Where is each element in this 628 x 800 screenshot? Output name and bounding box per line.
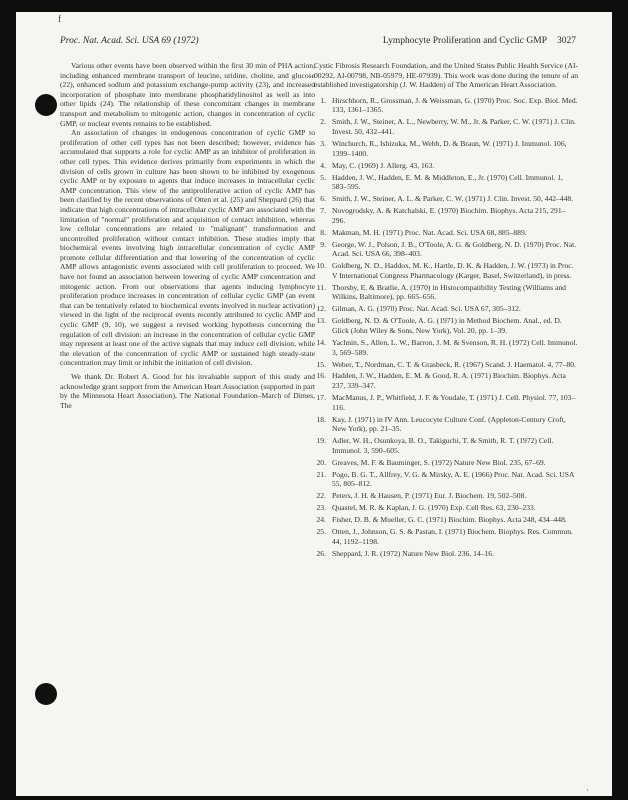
reference-item bbox=[314, 491, 578, 501]
reference-text: Sheppard, J. R. (1972) Nature New Biol. 236, 14–16. bbox=[332, 548, 494, 558]
binder-hole-bottom bbox=[35, 683, 57, 705]
reference-item bbox=[314, 549, 578, 559]
reference-number: 20. bbox=[316, 457, 326, 467]
reference-number: 26. bbox=[316, 548, 326, 558]
reference-number: 5. bbox=[320, 172, 326, 182]
reference-item bbox=[314, 194, 578, 204]
reference-list bbox=[314, 96, 578, 559]
reference-number: 15. bbox=[316, 359, 326, 369]
reference-number: 3. bbox=[320, 138, 326, 148]
acknowledgment-paragraph: We thank Dr. Robert A. Good for his invaluable support of this study and acknowledge grant support from the American Heart Association (supported in part by the Minnesota Heart Association), The National Foundation–March of Dimes, The bbox=[60, 372, 315, 410]
reference-number: 2. bbox=[320, 117, 326, 127]
reference-item bbox=[314, 458, 578, 468]
journal-citation: Proc. Nat. Acad. Sci. USA 69 (1972) bbox=[60, 36, 199, 46]
reference-item bbox=[314, 371, 578, 390]
page-number: 3027 bbox=[557, 36, 576, 46]
reference-number: 11. bbox=[316, 282, 326, 292]
reference-item bbox=[314, 338, 578, 357]
right-column bbox=[314, 61, 578, 561]
margin-mark: f bbox=[58, 14, 61, 24]
reference-text: Hadden, J. W., Hadden, E. M. & Good, R. A. (1971) Biochim. Biophys. Acta 237, 339–347. bbox=[332, 371, 566, 391]
reference-number: 9. bbox=[320, 239, 326, 249]
reference-item bbox=[314, 527, 578, 546]
reference-item bbox=[314, 515, 578, 525]
reference-text: Makman, M. H. (1971) Proc. Nat. Acad. Sci. USA 68, 885–889. bbox=[332, 227, 527, 237]
reference-text: MacManus, J. P., Whitfield, J. F. & Youdale, T. (1971) J. Cell. Physiol. 77, 103–116. bbox=[332, 393, 576, 412]
reference-item bbox=[314, 360, 578, 370]
reference-item bbox=[314, 470, 578, 489]
reference-text: May, C. (1969) J. Allerg. 43, 163. bbox=[332, 160, 435, 170]
reference-item bbox=[314, 117, 578, 136]
reference-text: Hirschhorn, R., Grossman, J. & Weissman, G. (1970) Proc. Soc. Exp. Biol. Med. 133, 1361–1365. bbox=[332, 95, 578, 115]
running-title: Lymphocyte Proliferation and Cyclic GMP bbox=[382, 36, 547, 46]
footer-mark: ' bbox=[587, 788, 589, 796]
reference-item bbox=[314, 415, 578, 434]
reference-number: 1. bbox=[320, 95, 326, 105]
reference-text: Kay, J. (1971) in IV Ann. Leucocyte Culture Conf. (Appleton-Century Croft, New York), pp. 21–35. bbox=[332, 414, 566, 434]
reference-item bbox=[314, 228, 578, 238]
reference-number: 21. bbox=[316, 469, 326, 479]
reference-number: 23. bbox=[316, 503, 326, 513]
reference-number: 22. bbox=[316, 491, 326, 501]
reference-item bbox=[314, 240, 578, 259]
reference-text: Thorsby, E. & Bratlie, A. (1970) in Histocompatibility Testing (Williams and Wilkins, Baltimore), pp. 665–656. bbox=[332, 282, 566, 302]
left-column bbox=[60, 61, 315, 410]
reference-text: Fisher, D. B. & Mueller, G. C. (1971) Biochim. Biophys. Acta 248, 434–448. bbox=[332, 515, 567, 525]
body-paragraph: An association of changes in endogenous concentration of cyclic GMP to proliferation of other cell types has not been described; however, evidence has accumulated that supports a role for cyclic AMP as an inhibitor of proliferation in other cell types. This evidence derives primarily from experiments in which the division of cells grown in culture has been shown to be inhibited by exogenous cyclic AMP or by exposure to agents that induce increases in intracellular cyclic AMP concentration. This view of the antiproliferative action of cyclic AMP has been clarified by the recent observations of Otten et al. (25) and Sheppard (26) that indicate that high concentrations of intracellular cyclic AMP are associated with the limitation of "normal" proliferation and acquisition of contact inhibition, whereas low cellular concentrations are related to "malignant" transformation and uncontrolled proliferation without contact inhibition. These studies imply that biochemical events involving high intracellular concentration of cyclic AMP promote cellular differentiation and that lowering of the concentration of cyclic AMP allows antagonistic events associated with cell proliferation to proceed. We have not found an association between lowering of cyclic AMP concentration and mitogenic action. From our observations that agents inducing lymphocyte proliferation produce increases in concentration of cellular cyclic GMP (an event that can be tentatively related to biochemical events involved in nuclear activation) viewed in the light of the reciprocal events recently attributed to cyclic AMP and cyclic GMP (9, 10), we suggest a revised working hypothesis concerning the regulation of cell division: an increase in the concentration of cellular cyclic GMP may represent at least one of the active signals that may induce cell division, while the elevation of the concentration of cyclic AMP or sustained high steady-state concentration may limit or inhibit the initiation of cell division. bbox=[60, 128, 315, 368]
reference-text: Weber, T., Nordman, C. T. & Grasbeck, R. (1967) Scand. J. Haematol. 4, 77–80. bbox=[332, 359, 577, 369]
reference-number: 25. bbox=[316, 527, 326, 537]
reference-text: Adler, W. H., Osunkoya, B. O., Takiguchi, T. & Smith, R. T. (1972) Cell. Immunol. 3, 590–605. bbox=[332, 436, 554, 455]
reference-text: Winchurch, R., Ishizuka, M., Webb, D. & Braun, W. (1971) J. Immunol. 106, 1399–1400. bbox=[332, 138, 567, 158]
reference-number: 7. bbox=[320, 206, 326, 216]
reference-item bbox=[314, 96, 578, 115]
reference-item bbox=[314, 503, 578, 513]
reference-number: 6. bbox=[320, 194, 326, 204]
reference-item bbox=[314, 436, 578, 455]
reference-number: 4. bbox=[320, 160, 326, 170]
reference-item bbox=[314, 304, 578, 314]
reference-number: 8. bbox=[320, 227, 326, 237]
reference-number: 19. bbox=[316, 436, 326, 446]
body-paragraph: Various other events have been observed within the first 30 min of PHA action, including enhanced membrane transport of leucine, uridine, choline, and glucose (22), enhanced sodium and potassium exchange-pump activity (23), and increased incorporation of phosphate into membrane phosphatidylinositol as well as into other lipids (24). The relationship of these concomitant changes in membrane transport and metabolism to mitogenic action, changes in concentration of cyclic GMP, or nuclear events remains to be established. bbox=[60, 61, 315, 128]
reference-number: 13. bbox=[316, 316, 326, 326]
reference-number: 12. bbox=[316, 304, 326, 314]
document-page bbox=[16, 12, 612, 796]
reference-item bbox=[314, 206, 578, 225]
reference-number: 18. bbox=[316, 414, 326, 424]
reference-text: Goldberg, N. D., Haddox, M. K., Hartle, D. K. & Hadden, J. W. (1973) in Proc. V International Congress Pharmacology (Karger, Basel, Switzerland), in press. bbox=[332, 261, 574, 280]
reference-text: George, W. J., Polson, J. B., O'Toole, A. G. & Goldberg, N. D. (1970) Proc. Nat. Acad. Sci. USA 66, 398–403. bbox=[332, 239, 577, 259]
reference-text: Greaves, M. F. & Bauminger, S. (1972) Nature New Biol. 235, 67–69. bbox=[332, 457, 546, 467]
reference-text: Peters, J. H. & Hausen, P. (1971) Eur. J. Biochem. 19, 502–508. bbox=[332, 491, 527, 501]
reference-text: Smith, J. W., Steiner, A. L., Newberry, W. M., Jr. & Parker, C. W. (1971) J. Clin. Invest. 50, 432–441. bbox=[332, 117, 577, 136]
reference-item bbox=[314, 139, 578, 158]
reference-text: Gilman, A. G. (1970) Proc. Nat. Acad. Sci. USA 67, 305–312. bbox=[332, 304, 521, 314]
reference-number: 16. bbox=[316, 371, 326, 381]
reference-item bbox=[314, 316, 578, 335]
reference-number: 17. bbox=[316, 393, 326, 403]
reference-item bbox=[314, 283, 578, 302]
reference-text: Yachnin, S., Allen, L. W., Barron, J. M. & Svenson, R. H. (1972) Cell. Immunol. 3, 569–589. bbox=[332, 337, 578, 357]
reference-number: 14. bbox=[316, 337, 326, 347]
reference-text: Pogo, B. G. T., Allfrey, V. G. & Mirsky, A. E. (1966) Proc. Nat. Acad. Sci. USA 55, 805–812. bbox=[332, 469, 575, 489]
reference-item bbox=[314, 161, 578, 171]
reference-text: Quastel, M. R. & Kaplan, J. G. (1970) Exp. Cell Res. 63, 230–233. bbox=[332, 503, 536, 513]
binder-hole-top bbox=[35, 94, 57, 116]
reference-item bbox=[314, 261, 578, 280]
reference-item bbox=[314, 173, 578, 192]
reference-text: Smith, J. W., Steiner, A. L. & Parker, C. W. (1971) J. Clin. Invest. 50, 442–448. bbox=[332, 194, 574, 204]
reference-number: 24. bbox=[316, 515, 326, 525]
reference-item bbox=[314, 393, 578, 412]
reference-text: Hadden, J. W., Hadden, E. M. & Middleton, E., Jr. (1970) Cell. Immunol. 1, 583–595. bbox=[332, 172, 563, 192]
reference-number: 10. bbox=[316, 261, 326, 271]
acknowledgment-continued: Cystic Fibrosis Research Foundation, and the United States Public Health Service (AI-00292, AI-00798, NB-05979, HE-07939). This work was done during the tenure of an established investigatorship (J. W. Hadden) of The American Heart Association. bbox=[314, 61, 578, 90]
reference-text: Novogrodsky, A. & Katchalski, E. (1970) Biochim. Biophys. Acta 215, 291–296. bbox=[332, 206, 566, 225]
reference-text: Goldberg, N. D. & O'Toole, A. G. (1971) in Method Biochem. Anal., ed. D. Glick (John Wiley & Sons, New York), Vol. 20, pp. 1–39. bbox=[332, 316, 562, 335]
running-header bbox=[342, 36, 576, 46]
reference-text: Otten, J., Johnson, G. S. & Pastan, I. (1971) Biochem. Biophys. Res. Commun. 44, 1192–1198. bbox=[332, 527, 573, 546]
